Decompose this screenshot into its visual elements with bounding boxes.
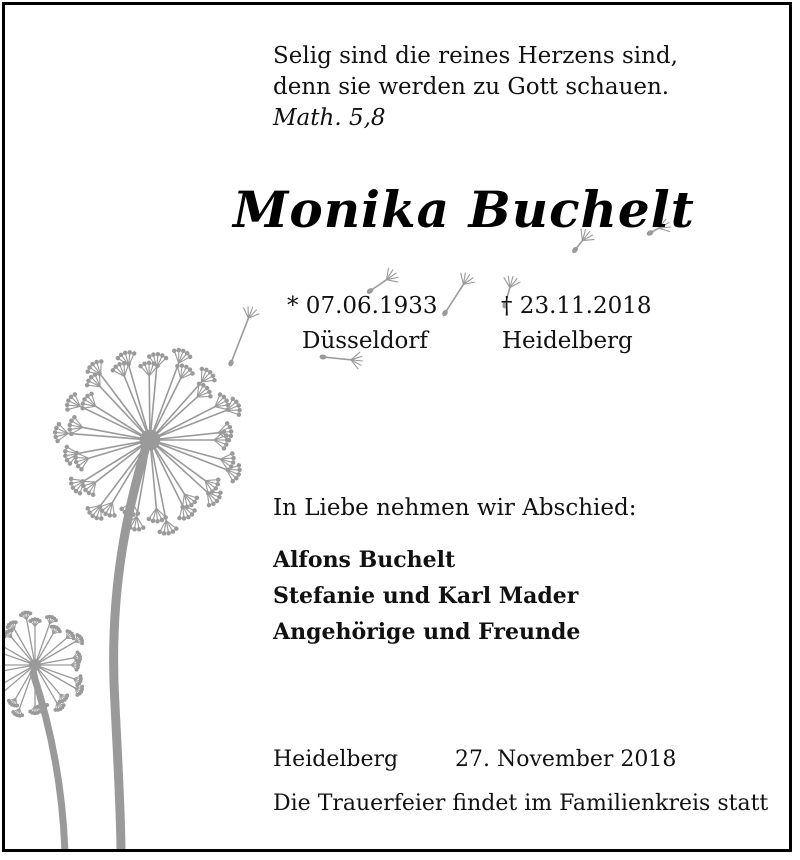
dandelion-tip — [85, 383, 89, 387]
seed-body — [572, 246, 579, 253]
dandelion-tip — [70, 482, 74, 486]
dandelion-tip — [158, 530, 162, 534]
dandelion-tip — [156, 353, 160, 357]
dandelion-tip — [156, 519, 160, 523]
dandelion-tip — [227, 438, 231, 442]
dandelion-tip — [88, 366, 92, 370]
dandelion-tip — [100, 517, 104, 521]
dandelion-ray — [150, 440, 205, 481]
dandelion-tip — [231, 479, 235, 483]
dandelion-tip — [164, 356, 168, 360]
dandelion-tip — [235, 400, 239, 404]
dandelion-tip — [219, 491, 223, 495]
dandelion-tip — [228, 425, 232, 429]
dandelion-tip — [64, 454, 68, 458]
dandelion-tip — [111, 369, 115, 373]
dandelion-tip — [202, 384, 206, 388]
dandelion-tip — [81, 402, 85, 406]
seed-body — [228, 359, 234, 366]
dandelion-tip — [73, 393, 77, 397]
dandelion-tip — [214, 487, 218, 491]
dandelion-tip — [216, 483, 220, 487]
verse-reference: Math. 5,8 — [273, 105, 386, 131]
dandelion-tip — [205, 386, 209, 390]
footer-date: 27. November 2018 — [455, 747, 677, 772]
dandelion-tip — [81, 406, 85, 410]
dandelion-tip — [178, 516, 182, 520]
dandelion-tip — [100, 360, 104, 364]
dandelion-tip — [29, 710, 32, 713]
dandelion-tip — [167, 532, 171, 536]
dandelion-tip — [113, 514, 117, 518]
dandelion-tip — [95, 360, 99, 364]
dandelion-tip — [231, 397, 235, 401]
dandelion-tip — [235, 477, 239, 481]
mourner-1: Alfons Buchelt — [273, 547, 456, 573]
dandelion-tip — [70, 432, 74, 436]
dandelion-tip — [127, 512, 131, 516]
dandelion-tip — [86, 507, 90, 511]
death-date: † 23.11.2018 — [501, 293, 652, 319]
dandelion-tip — [104, 512, 108, 516]
dandelion-tip — [190, 503, 194, 507]
dandelion-tip — [187, 515, 191, 519]
dandelion-tip — [68, 462, 72, 466]
dandelion-tip — [132, 513, 136, 517]
seed-fluff — [461, 273, 464, 285]
dandelion-tip — [123, 351, 127, 355]
dandelion-tip — [65, 445, 69, 449]
dandelion-tip — [69, 395, 73, 399]
mourner-2: Stefanie und Karl Mader — [273, 583, 579, 609]
dandelion-tip — [29, 612, 32, 615]
dandelion-tip — [173, 349, 177, 353]
dandelion-tip — [147, 355, 151, 359]
dandelion-tip — [161, 354, 165, 358]
dandelion-tip — [90, 392, 94, 396]
dandelion-tip — [195, 496, 199, 500]
dandelion-tip — [213, 378, 217, 382]
dandelion-tip — [84, 488, 88, 492]
dandelion-tip — [136, 512, 140, 516]
dandelion-tip — [123, 510, 127, 514]
footer-place: Heidelberg — [273, 747, 399, 772]
dandelion-tip — [88, 511, 92, 515]
verse-line-2: denn sie werden zu Gott schauen. — [273, 74, 670, 100]
dandelion-tip — [80, 467, 84, 471]
dandelion-tip — [237, 464, 241, 468]
dandelion-ray — [150, 397, 197, 440]
dandelion-tip — [91, 362, 95, 366]
seed-fluff — [351, 360, 358, 369]
dandelion-tip — [68, 423, 72, 427]
deceased-name: Monika Buchelt — [233, 180, 695, 239]
dandelion-tip — [70, 419, 74, 423]
dandelion-tip — [58, 630, 61, 633]
dandelion-tip — [76, 693, 79, 696]
dandelion-tip — [128, 351, 132, 355]
dandelion-tip — [95, 516, 99, 520]
dandelion-ray — [150, 382, 201, 440]
dandelion-tip — [229, 434, 233, 438]
dandelion-tip — [67, 399, 71, 403]
dandelion-tip — [193, 509, 197, 513]
dandelion-tip — [83, 398, 87, 402]
dandelion-tip — [86, 370, 90, 374]
dandelion-ray — [124, 376, 150, 440]
dandelion-tip — [237, 413, 241, 417]
mourners-list — [273, 542, 580, 650]
dandelion-tip — [225, 399, 229, 403]
dandelion-tip — [74, 489, 78, 493]
dandelion-tip — [147, 517, 151, 521]
dandelion-tip — [76, 464, 80, 468]
dandelion-tip — [208, 390, 212, 394]
dandelion-tip — [74, 460, 78, 464]
dandelion-tip — [87, 379, 91, 383]
dandelion-tip — [164, 516, 168, 520]
dandelion-tip — [53, 431, 57, 435]
dandelion-tip — [59, 700, 62, 703]
dandelion-tip — [216, 478, 220, 482]
dandelion-tip — [114, 365, 118, 369]
dandelion-tip — [181, 349, 185, 353]
dandelion-tip — [205, 368, 209, 372]
dandelion-tip — [231, 452, 235, 456]
dandelion-tip — [75, 668, 78, 671]
dandelion-tip — [89, 375, 93, 379]
dandelion-tip — [188, 368, 192, 372]
notice-frame — [2, 2, 792, 852]
dandelion-tip — [14, 621, 17, 624]
dandelion-tip — [222, 395, 226, 399]
dandelion-tip — [212, 502, 216, 506]
dandelion-tip — [65, 403, 69, 407]
verse-line-1: Selig sind die reines Herzens sind, — [273, 43, 678, 69]
dandelion-tip — [237, 473, 241, 477]
dandelion-tip — [87, 491, 91, 495]
dandelion-tip — [208, 371, 212, 375]
dandelion-tip — [229, 430, 233, 434]
dandelion-tip — [132, 352, 136, 356]
dandelion-tip — [65, 458, 69, 462]
dandelion-tip — [185, 351, 189, 355]
dandelion-tip — [55, 426, 59, 430]
dandelion-tip — [64, 449, 68, 453]
dandelion-tip — [38, 620, 41, 623]
dandelion-tip — [222, 447, 226, 451]
dandelion-tip — [231, 461, 235, 465]
funeral-note: Die Trauerfeier findet im Familienkreis statt — [273, 791, 769, 816]
seed-stalk — [231, 318, 248, 363]
dandelion-tip — [91, 493, 95, 497]
dandelion-ray — [101, 375, 150, 440]
dandelion-tip — [200, 367, 204, 371]
dandelion-tip — [197, 382, 201, 386]
dandelion-tip — [54, 435, 58, 439]
dandelion-tip — [238, 468, 242, 472]
dandelion-tip — [171, 530, 175, 534]
dandelion-tip — [66, 408, 70, 412]
seed-fluff — [387, 280, 399, 282]
dandelion-tip — [180, 364, 184, 368]
dandelion-tip — [118, 363, 122, 367]
dandelion-tip — [211, 374, 215, 378]
birth-date: * 07.06.1933 — [287, 293, 438, 319]
dandelion-tip — [116, 356, 120, 360]
dandelion-tip — [218, 495, 222, 499]
dandelion-tip — [108, 514, 112, 518]
dandelion-tip — [190, 513, 194, 517]
dandelion-ray — [149, 376, 150, 440]
dandelion-tip — [191, 372, 195, 376]
dandelion-tip — [72, 637, 75, 640]
dandelion-tip — [215, 499, 219, 503]
dandelion-tip — [76, 684, 79, 687]
birth-place: Düsseldorf — [302, 328, 428, 354]
dandelion-tip — [182, 517, 186, 521]
dandelion-tip — [207, 503, 211, 507]
dandelion-tip — [151, 519, 155, 523]
dandelion-puff-large — [53, 348, 241, 535]
dandelion-tip — [143, 362, 147, 366]
dandelion-tip — [218, 393, 222, 397]
dandelion-ray — [150, 440, 226, 470]
dandelion-tip — [78, 660, 81, 663]
seed-stalk — [445, 284, 463, 313]
dandelion-tip — [176, 364, 180, 368]
dandelion-tip — [73, 416, 77, 420]
dandelion-tip — [142, 526, 146, 530]
dandelion-tip — [57, 422, 61, 426]
seed-body — [320, 355, 326, 360]
dandelion-tip — [162, 532, 166, 536]
dandelion-tip — [128, 526, 132, 530]
dandelion-tip — [56, 439, 60, 443]
dandelion-tip — [185, 365, 189, 369]
dandelion-tip — [81, 642, 84, 645]
dandelion-tip — [160, 518, 164, 522]
dandelion-tip — [125, 523, 129, 527]
dandelion-tip — [12, 711, 15, 714]
dandelion-tip — [137, 527, 141, 531]
dandelion-tip — [78, 492, 82, 496]
dandelion-tip — [7, 699, 10, 702]
dandelion-tip — [225, 443, 229, 447]
dandelion-tip — [69, 477, 73, 481]
dandelion-tip — [225, 422, 229, 426]
dandelion-tip — [177, 348, 181, 352]
dandelion-tip — [209, 395, 213, 399]
dandelion-tip — [119, 353, 123, 357]
bible-verse — [273, 41, 678, 134]
dandelion-tip — [193, 500, 197, 504]
seed-stalk — [323, 357, 351, 360]
dandelion-tip — [147, 361, 151, 365]
dandelion-tip — [152, 353, 156, 357]
dandelion-tip — [54, 619, 57, 622]
dandelion-tip — [54, 708, 57, 711]
farewell-line: In Liebe nehmen wir Abschied: — [273, 495, 637, 521]
dandelion-tip — [139, 364, 143, 368]
death-place: Heidelberg — [502, 328, 633, 354]
dandelion-tip — [120, 507, 124, 511]
dandelion-tip — [86, 394, 90, 398]
dandelion-tip — [71, 486, 75, 490]
dandelion-tip — [133, 528, 137, 532]
dandelion-tip — [238, 408, 242, 412]
dandelion-tip — [188, 355, 192, 359]
dandelion-tip — [237, 404, 241, 408]
dandelion-tip — [175, 527, 179, 531]
mourner-3: Angehörige und Freunde — [273, 619, 581, 645]
dandelion-tip — [91, 514, 95, 518]
seed-body — [442, 309, 449, 316]
dandelion-tip — [68, 428, 72, 432]
dandelion-stem-large — [114, 450, 145, 852]
dandelion-tip — [232, 456, 236, 460]
